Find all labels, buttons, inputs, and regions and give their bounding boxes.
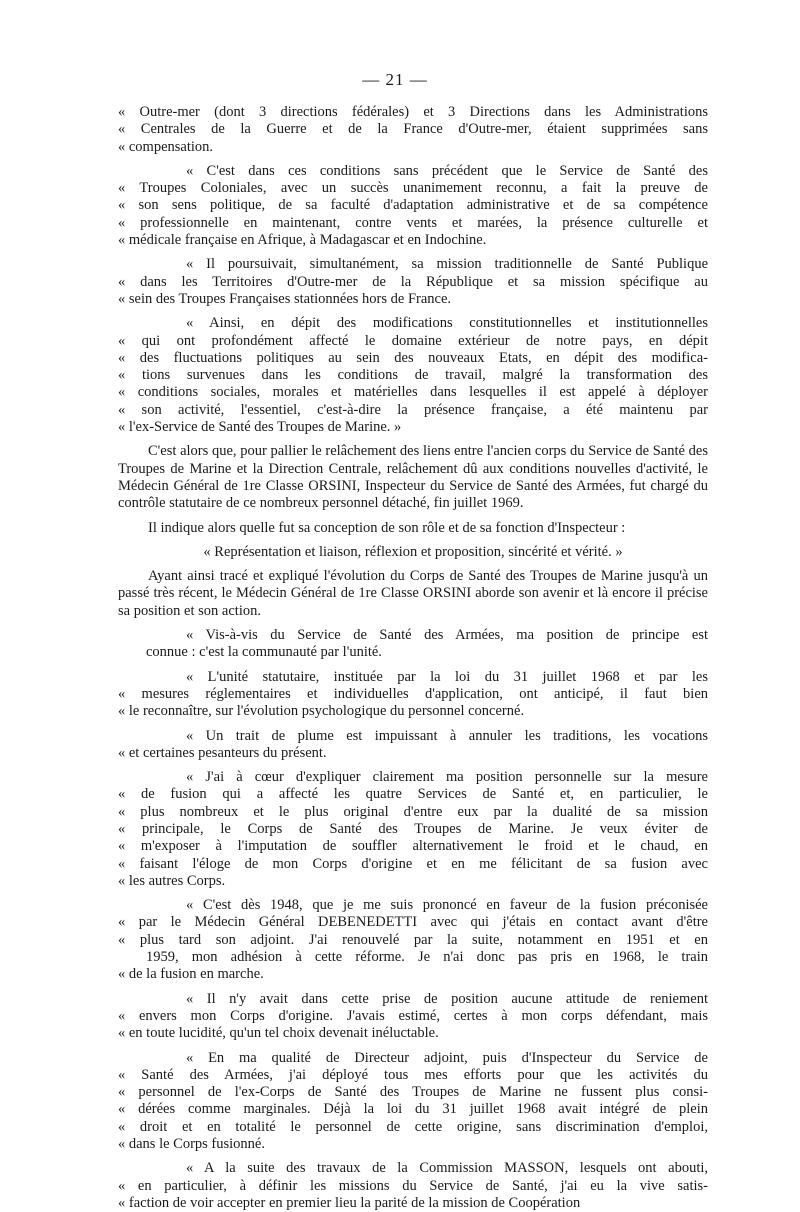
quote-line: « l'ex-Service de Santé des Troupes de Marine. » xyxy=(118,419,402,436)
quote-line: « plus tard son adjoint. J'ai renouvelé par la suite, notamment en 1951 et en xyxy=(118,931,708,948)
quoted-paragraph xyxy=(118,1050,708,1154)
quote-line: « L'unité statutaire, instituée par la loi du 31 juillet 1968 et par les xyxy=(186,668,708,685)
quote-line: « de fusion qui a affecté les quatre Services de Santé et, en particulier, le xyxy=(118,786,708,803)
quote-line: « m'exposer à l'imputation de souffler alternativement le froid et le chaud, en xyxy=(118,838,708,855)
quoted-paragraph xyxy=(118,256,708,308)
quote-line: « en particulier, à définir les missions du Service de Santé, j'ai eu la vive satis- xyxy=(118,1177,708,1194)
quote-line: « conditions sociales, morales et matérielles dans lesquelles il est appelé à déployer xyxy=(118,384,708,401)
quote-line: 1959, mon adhésion à cette réforme. Je n'ai donc pas pris en 1968, le train xyxy=(146,949,708,966)
quote-line: « Santé des Armées, j'ai déployé tous mes efforts pour que les activités du xyxy=(118,1066,708,1083)
quote-line: « des fluctuations politiques au sein des nouveaux Etats, en dépit des modifica- xyxy=(118,349,708,366)
quote-line: « tions survenues dans les conditions de travail, malgré la transformation des xyxy=(118,367,708,384)
quoted-paragraph xyxy=(118,897,708,983)
quote-line: « dérées comme marginales. Déjà la loi du 31 juillet 1968 avait intégré de plein xyxy=(118,1101,708,1118)
quote-line: « compensation. xyxy=(118,138,214,155)
quote-line: « principale, le Corps de Santé des Troupes de Marine. Je veux éviter de xyxy=(118,820,708,837)
quoted-paragraph xyxy=(118,669,708,721)
quote-line: « les autres Corps. xyxy=(118,872,226,889)
quote-line: « Il poursuivait, simultanément, sa mission traditionnelle de Santé Publique xyxy=(186,256,708,273)
quote-line: « le reconnaître, sur l'évolution psychologique du personnel concerné. xyxy=(118,703,525,720)
quote-line: « mesures réglementaires et individuelles d'application, ont anticipé, il faut bien xyxy=(118,685,708,702)
quote-line: « plus nombreux et le plus original d'entre eux par la dualité de sa mission xyxy=(118,803,708,820)
quote-line: « Troupes Coloniales, avec un succès unanimement reconnu, a fait la preuve de xyxy=(118,180,708,197)
quote-line: connue : c'est la communauté par l'unité. xyxy=(146,644,382,661)
quote-line: « faction de voir accepter en premier lieu la parité de la mission de Coopération xyxy=(118,1194,581,1211)
quoted-paragraph xyxy=(118,104,708,156)
quote-line: « Ainsi, en dépit des modifications constitutionnelles et institutionnelles xyxy=(186,315,708,332)
quote-line: « dans les Territoires d'Outre-mer de la République et sa mission spécifique au xyxy=(118,273,708,290)
quote-line: « Vis-à-vis du Service de Santé des Armées, ma position de principe est xyxy=(186,627,708,644)
quote-line: « A la suite des travaux de la Commission MASSON, lesquels ont abouti, xyxy=(186,1160,708,1177)
quote-line: « C'est dans ces conditions sans précédent que le Service de Santé des xyxy=(186,162,708,179)
quote-line: « son sens politique, de sa faculté d'adaptation administrative et de sa compétence xyxy=(118,197,708,214)
quoted-paragraph xyxy=(118,315,708,436)
narrative-paragraph: Ayant ainsi tracé et expliqué l'évolution du Corps de Santé des Troupes de Marine jusqu'à un passé très récent, le Médecin Général de 1re Classe ORSINI aborde son avenir et là encore il précise sa position et son action. xyxy=(118,568,708,619)
quote-line: « Centrales de la Guerre et de la France d'Outre-mer, étaient supprimées sans xyxy=(118,121,708,138)
motto-line: « Représentation et liaison, réflexion et proposition, sincérité et vérité. » xyxy=(203,543,623,560)
quote-line: « En ma qualité de Directeur adjoint, puis d'Inspecteur du Service de xyxy=(186,1049,708,1066)
quote-line: « et certaines pesanteurs du présent. xyxy=(118,744,327,761)
quote-line: « J'ai à cœur d'expliquer clairement ma position personnelle sur la mesure xyxy=(186,769,708,786)
quote-line: « C'est dès 1948, que je me suis prononcé en faveur de la fusion préconisée xyxy=(186,897,708,914)
quote-line: « envers mon Corps d'origine. J'avais estimé, certes à mon corps défendant, mais xyxy=(118,1007,708,1024)
quote-line: « en toute lucidité, qu'un tel choix devenait inéluctable. xyxy=(118,1025,439,1042)
quote-line: « dans le Corps fusionné. xyxy=(118,1136,265,1153)
quote-line: « de la fusion en marche. xyxy=(118,966,264,983)
quote-line: « médicale française en Afrique, à Madagascar et en Indochine. xyxy=(118,232,487,249)
quoted-paragraph xyxy=(118,991,708,1043)
quote-line: « Outre-mer (dont 3 directions fédérales) et 3 Directions dans les Administrations xyxy=(118,104,708,120)
quote-line: « sein des Troupes Françaises stationnées hors de France. xyxy=(118,290,452,307)
quote-line: « qui ont profondément affecté le domaine extérieur de notre pays, en dépit xyxy=(118,332,708,349)
quoted-paragraph xyxy=(118,769,708,890)
quote-line: « faisant l'éloge de mon Corps d'origine et en me félicitant de sa fusion avec xyxy=(118,855,708,872)
quote-line: « par le Médecin Général DEBENEDETTI avec qui j'étais en contact avant d'être xyxy=(118,914,708,931)
quoted-paragraph xyxy=(118,1160,708,1212)
page-body xyxy=(118,104,708,1212)
narrative-paragraph: Il indique alors quelle fut sa conception de son rôle et de sa fonction d'Inspecteur : xyxy=(148,519,626,536)
quote-line: « droit et en totalité le personnel de cette origine, sans discrimination d'emploi, xyxy=(118,1118,708,1135)
quoted-paragraph xyxy=(118,728,708,763)
quote-line: « personnel de l'ex-Corps de Santé des Troupes de Marine ne fussent plus consi- xyxy=(118,1084,708,1101)
quote-line: « Il n'y avait dans cette prise de position aucune attitude de reniement xyxy=(186,990,708,1007)
quote-line: « son activité, l'essentiel, c'est-à-dire la présence française, a été maintenu par xyxy=(118,401,708,418)
page-number: — 21 — xyxy=(362,70,428,89)
quoted-paragraph xyxy=(118,627,708,662)
quote-line: « professionnelle en maintenant, contre vents et marées, la présence culturelle et xyxy=(118,214,708,231)
narrative-paragraph: C'est alors que, pour pallier le relâchement des liens entre l'ancien corps du Service de Santé des Troupes de Marine et la Direction Centrale, relâchement dû aux conditions nouvelles d'activité, le Médecin Général de 1re Classe ORSINI, Inspecteur du Service de Santé des Armées, fut chargé du contrôle statutaire de ce nombreux personnel détaché, fin juillet 1969. xyxy=(118,443,708,512)
quote-line: « Un trait de plume est impuissant à annuler les traditions, les vocations xyxy=(186,727,708,744)
quoted-paragraph xyxy=(118,163,708,249)
